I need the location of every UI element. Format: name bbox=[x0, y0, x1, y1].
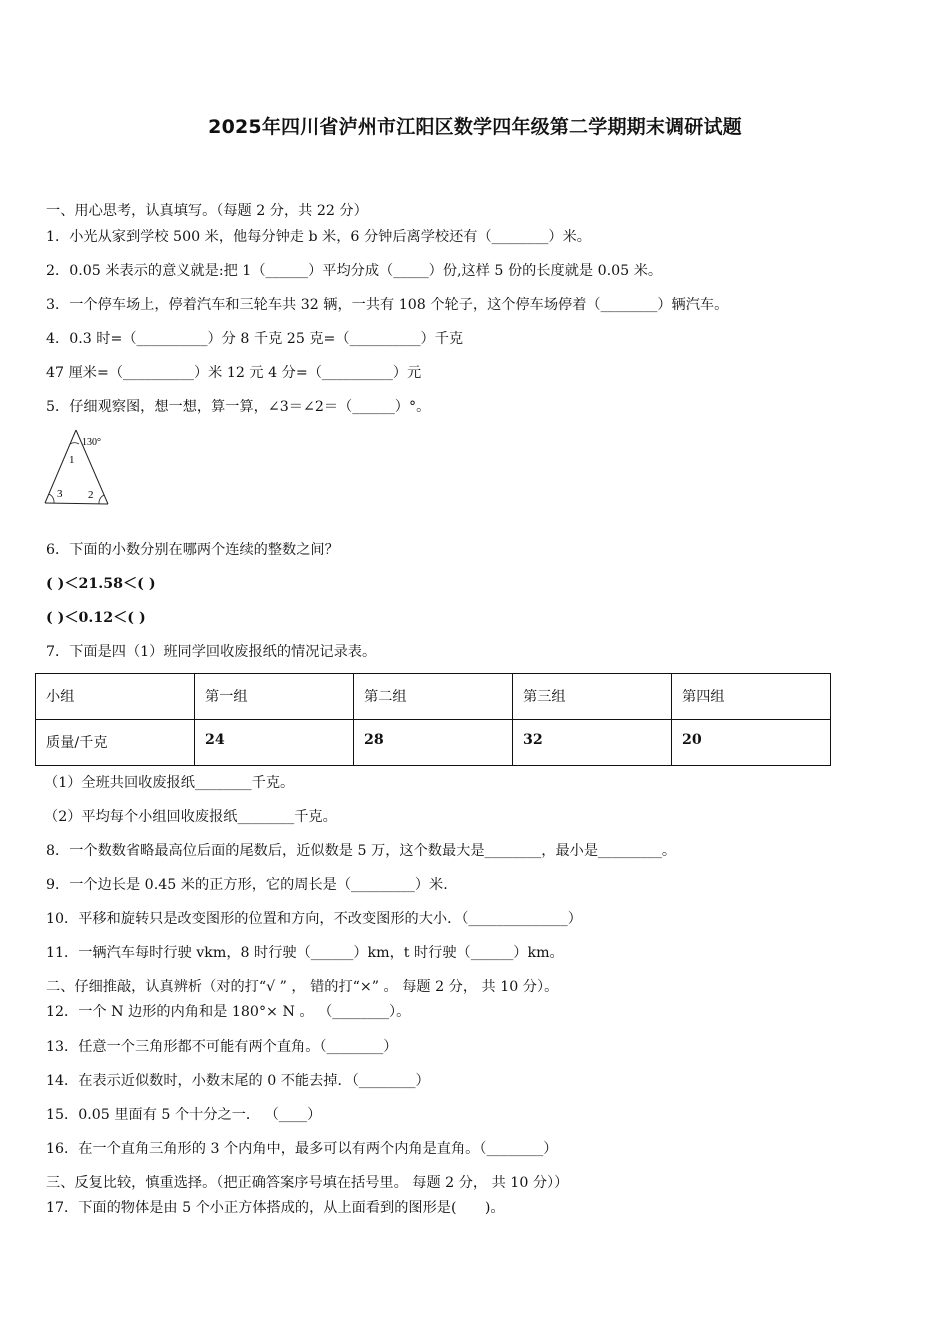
angle-130-label: 130° bbox=[82, 437, 101, 448]
question-10: 10．平移和旋转只是改变图形的位置和方向，不改变图形的大小．（______________） bbox=[46, 911, 582, 927]
table-header-cell: 小组 bbox=[36, 674, 195, 720]
angle-3-label: 3 bbox=[57, 488, 63, 500]
question-16: 16．在一个直角三角形的 3 个内角中，最多可以有两个内角是直角。（________） bbox=[46, 1141, 558, 1157]
question-7-part-1: （1）全班共回收废报纸________千克。 bbox=[44, 775, 295, 791]
question-5: 5．仔细观察图，想一想，算一算，∠3＝∠2＝（______）°。 bbox=[46, 399, 431, 415]
question-15: 15．0.05 里面有 5 个十分之一． （____） bbox=[46, 1107, 322, 1123]
table-cell: 24 bbox=[195, 720, 354, 766]
question-17: 17．下面的物体是由 5 个小正方体搭成的，从上面看到的图形是( )。 bbox=[46, 1200, 505, 1216]
table-row bbox=[36, 720, 831, 766]
question-14: 14．在表示近似数时，小数末尾的 0 不能去掉．（________） bbox=[46, 1073, 430, 1089]
section-1-heading: 一、用心思考，认真填写。（每题 2 分，共 22 分） bbox=[46, 203, 368, 219]
question-11: 11．一辆汽车每时行驶 vkm，8 时行驶（______）km，t 时行驶（______）km。 bbox=[46, 945, 564, 961]
section-3-heading: 三、反复比较，慎重选择。（把正确答案序号填在括号里。 每题 2 分， 共 10 分）） bbox=[46, 1175, 569, 1191]
question-1: 1．小光从家到学校 500 米，他每分钟走 b 米，6 分钟后离学校还有（________）米。 bbox=[46, 229, 591, 245]
question-4-line-2: 47 厘米=（__________）米 12 元 4 分=（__________）元 bbox=[46, 365, 422, 381]
table-cell: 28 bbox=[354, 720, 513, 766]
table-header-cell: 第一组 bbox=[195, 674, 354, 720]
question-2: 2．0.05 米表示的意义就是:把 1（______）平均分成（_____）份,这样 5 份的长度就是 0.05 米。 bbox=[46, 263, 663, 279]
question-3: 3．一个停车场上，停着汽车和三轮车共 32 辆，一共有 108 个轮子，这个停车场停着（________）辆汽车。 bbox=[46, 297, 729, 313]
newspaper-table bbox=[35, 673, 831, 766]
table-cell: 32 bbox=[513, 720, 672, 766]
table-row-label: 质量/千克 bbox=[36, 720, 195, 766]
triangle-figure bbox=[40, 428, 120, 510]
table-header-cell: 第二组 bbox=[354, 674, 513, 720]
table-cell: 20 bbox=[672, 720, 831, 766]
table-header-row bbox=[36, 674, 831, 720]
question-4-line-1: 4．0.3 时=（__________）分 8 千克 25 克=（__________）千克 bbox=[46, 331, 464, 347]
angle-2-label: 2 bbox=[88, 489, 94, 501]
question-9: 9．一个边长是 0.45 米的正方形，它的周长是（_________）米. bbox=[46, 877, 448, 893]
question-12: 12．一个 N 边形的内角和是 180°× N 。 （________）。 bbox=[46, 1004, 411, 1020]
table-header-cell: 第四组 bbox=[672, 674, 831, 720]
question-13: 13．任意一个三角形都不可能有两个直角。（________） bbox=[46, 1039, 398, 1055]
table-header-cell: 第三组 bbox=[513, 674, 672, 720]
question-6-part-b: ( )＜0.12＜( ) bbox=[46, 610, 146, 626]
question-7-part-2: （2）平均每个小组回收废报纸________千克。 bbox=[44, 809, 337, 825]
question-6: 6．下面的小数分别在哪两个连续的整数之间？ bbox=[46, 542, 339, 558]
page-title: 2025年四川省泸州市江阳区数学四年级第二学期期末调研试题 bbox=[208, 116, 742, 138]
angle-1-label: 1 bbox=[69, 454, 75, 466]
question-8: 8．一个数数省略最高位后面的尾数后，近似数是 5 万，这个数最大是________，最小是_________。 bbox=[46, 843, 677, 859]
question-7: 7．下面是四（1）班同学回收废报纸的情况记录表。 bbox=[46, 644, 377, 660]
section-2-heading: 二、仔细推敲，认真辨析（对的打“√ ” ， 错的打“×” 。 每题 2 分， 共 10 分）。 bbox=[46, 979, 559, 995]
question-6-part-a: ( )＜21.58＜( ) bbox=[46, 576, 156, 592]
